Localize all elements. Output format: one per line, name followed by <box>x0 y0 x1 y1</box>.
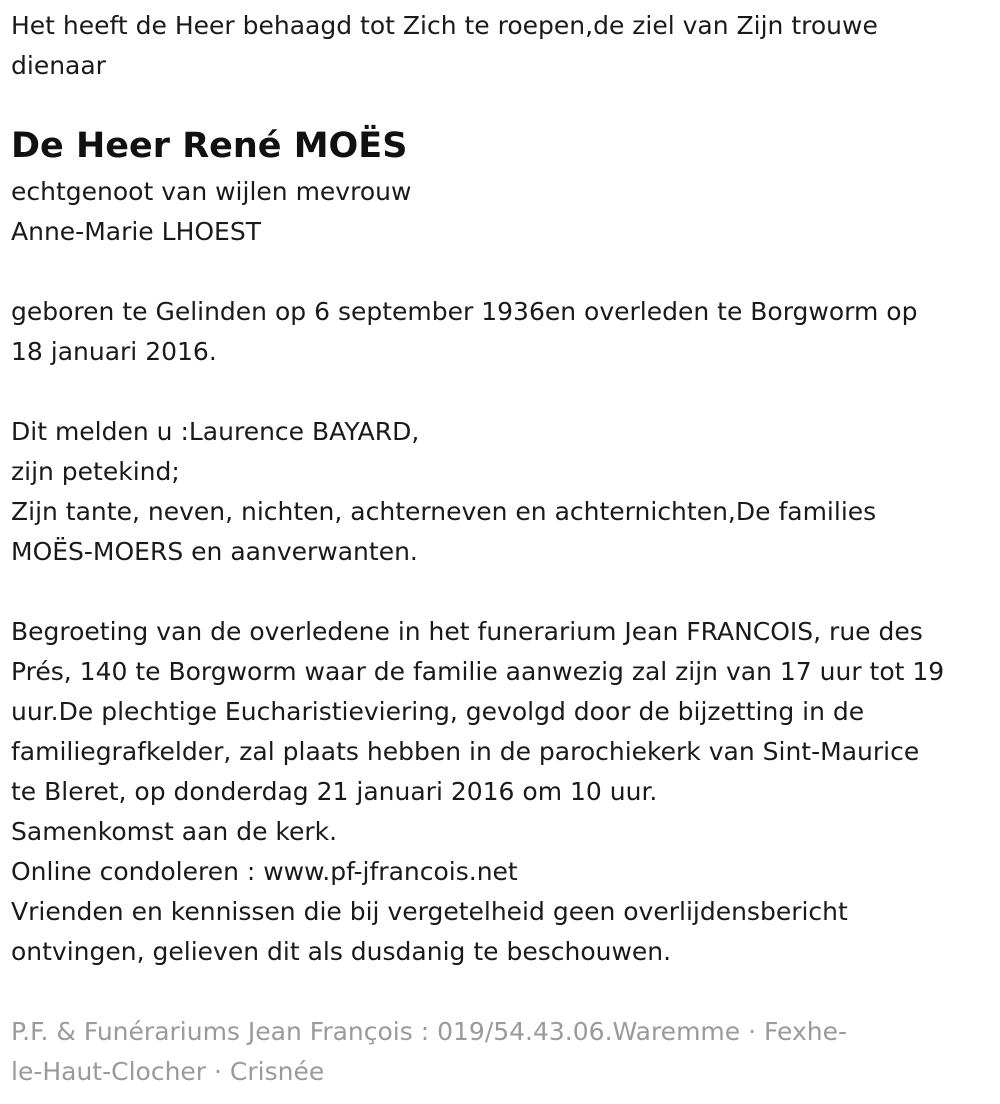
ceremony-line: ontvingen, gelieven dit als dusdanig te beschouwen. <box>11 937 672 966</box>
intro-line: Het heeft de Heer behaagd tot Zich te roepen,de ziel van Zijn trouwe <box>11 11 878 40</box>
ceremony-line: Samenkomst aan de kerk. <box>11 817 338 846</box>
dates-line: geboren te Gelinden op 6 september 1936en overleden te Borgworm op <box>11 297 918 326</box>
ceremony-line: Begroeting van de overledene in het funerarium Jean FRANCOIS, rue des <box>11 617 923 646</box>
footer-line: le-Haut-Clocher · Crisnée <box>11 1057 325 1086</box>
spacer <box>11 252 990 292</box>
footer-paragraph <box>11 1012 990 1092</box>
ceremony-line: Prés, 140 te Borgworm waar de familie aanwezig zal zijn van 17 uur tot 19 <box>11 657 945 686</box>
ceremony-paragraph <box>11 612 990 972</box>
spacer <box>11 572 990 612</box>
intro-paragraph <box>11 6 990 86</box>
dates-line: 18 januari 2016. <box>11 337 217 366</box>
ceremony-line: uur.De plechtige Eucharistieviering, gevolgd door de bijzetting in de <box>11 697 865 726</box>
deceased-name: De Heer René MOËS <box>11 126 408 166</box>
intro-line: dienaar <box>11 51 106 80</box>
relation-line: echtgenoot van wijlen mevrouw <box>11 177 412 206</box>
footer-line: P.F. & Funérariums Jean François : 019/54.43.06.Waremme · Fexhe- <box>11 1017 847 1046</box>
ceremony-line: Vrienden en kennissen die bij vergetelheid geen overlijdensbericht <box>11 897 848 926</box>
announcement-paragraph <box>11 412 990 572</box>
ceremony-line: te Bleret, op donderdag 21 januari 2016 om 10 uur. <box>11 777 658 806</box>
ceremony-line: familiegrafkelder, zal plaats hebben in de parochiekerk van Sint-Maurice <box>11 737 920 766</box>
spacer <box>11 972 990 1012</box>
spacer <box>11 372 990 412</box>
announcement-line: MOËS-MOERS en aanverwanten. <box>11 537 418 566</box>
spouse-name: Anne-Marie LHOEST <box>11 217 261 246</box>
relation-paragraph <box>11 172 990 252</box>
announcement-line: Zijn tante, neven, nichten, achterneven en achternichten,De families <box>11 497 877 526</box>
dates-paragraph <box>11 292 990 372</box>
announcement-line: Dit melden u :Laurence BAYARD, <box>11 417 420 446</box>
condolence-line: Online condoleren : www.pf-jfrancois.net <box>11 857 518 886</box>
announcement-line: zijn petekind; <box>11 457 180 486</box>
